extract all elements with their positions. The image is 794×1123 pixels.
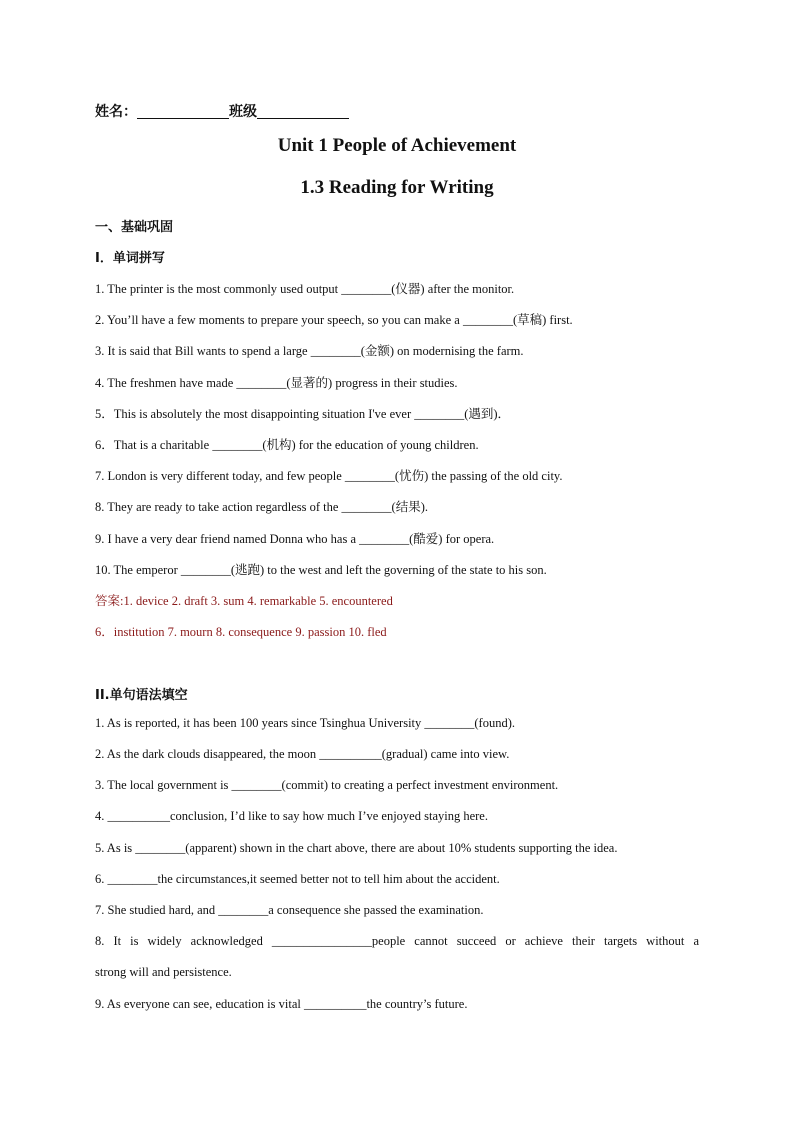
answer-line: 答案:1. device 2. draft 3. sum 4. remarkable 5. encountered	[95, 594, 393, 608]
class-blank[interactable]	[257, 104, 349, 119]
lesson-title: 1.3 Reading for Writing	[300, 177, 494, 198]
spelling-item: 7. London is very different today, and few people ________(忧伤) the passing of the old city.	[95, 469, 563, 483]
grammar-item: 8. It is widely acknowledged ________________people cannot succeed or achieve their targets without a	[95, 934, 699, 948]
grammar-item: 1. As is reported, it has been 100 years since Tsinghua University ________(found).	[95, 716, 516, 730]
spelling-item: 3. It is said that Bill wants to spend a large ________(金额) on modernising the farm.	[95, 344, 524, 358]
spelling-heading: I．单词拼写	[95, 251, 165, 266]
grammar-item: 3. The local government is ________(commit) to creating a perfect investment environment.	[95, 778, 559, 792]
section-basic-heading: 一、基础巩固	[95, 220, 174, 235]
spelling-item: 10. The emperor ________(逃跑) to the west and left the governing of the state to his son.	[95, 563, 547, 577]
grammar-item: 7. She studied hard, and ________a consequence she passed the examination.	[95, 903, 484, 917]
grammar-item: 5. As is ________(apparent) shown in the chart above, there are about 10% students supporting the idea.	[95, 841, 618, 855]
class-label: 班级	[229, 104, 257, 120]
name-class-line	[95, 101, 349, 121]
name-label: 姓名：	[95, 104, 137, 120]
grammar-item: 6. ________the circumstances,it seemed better not to tell him about the accident.	[95, 872, 500, 886]
spelling-item: 2. You’ll have a few moments to prepare your speech, so you can make a ________(草稿) first.	[95, 313, 573, 327]
grammar-item-continuation: strong will and persistence.	[95, 965, 232, 979]
grammar-item: 9. As everyone can see, education is vital __________the country’s future.	[95, 997, 468, 1011]
answer-line: 6．institution 7. mourn 8. consequence 9. passion 10. fled	[95, 625, 387, 639]
unit-title: Unit 1 People of Achievement	[277, 135, 517, 156]
grammar-item: 4. __________conclusion, I’d like to say how much I’ve enjoyed staying here.	[95, 809, 488, 823]
spelling-item: 9. I have a very dear friend named Donna who has a ________(酷爱) for opera.	[95, 532, 495, 546]
grammar-heading: II.单句语法填空	[95, 688, 188, 703]
spelling-item: 4. The freshmen have made ________(显著的) progress in their studies.	[95, 376, 458, 390]
grammar-item: 2. As the dark clouds disappeared, the moon __________(gradual) came into view.	[95, 747, 510, 761]
name-blank[interactable]	[137, 104, 229, 119]
spelling-item: 8. They are ready to take action regardless of the ________(结果).	[95, 500, 428, 514]
spelling-item: 1. The printer is the most commonly used output ________(仪器) after the monitor.	[95, 282, 515, 296]
spelling-item: 6．That is a charitable ________(机构) for the education of young children.	[95, 438, 479, 452]
spelling-item: 5．This is absolutely the most disappointing situation I've ever ________(遇到)．	[95, 407, 511, 421]
